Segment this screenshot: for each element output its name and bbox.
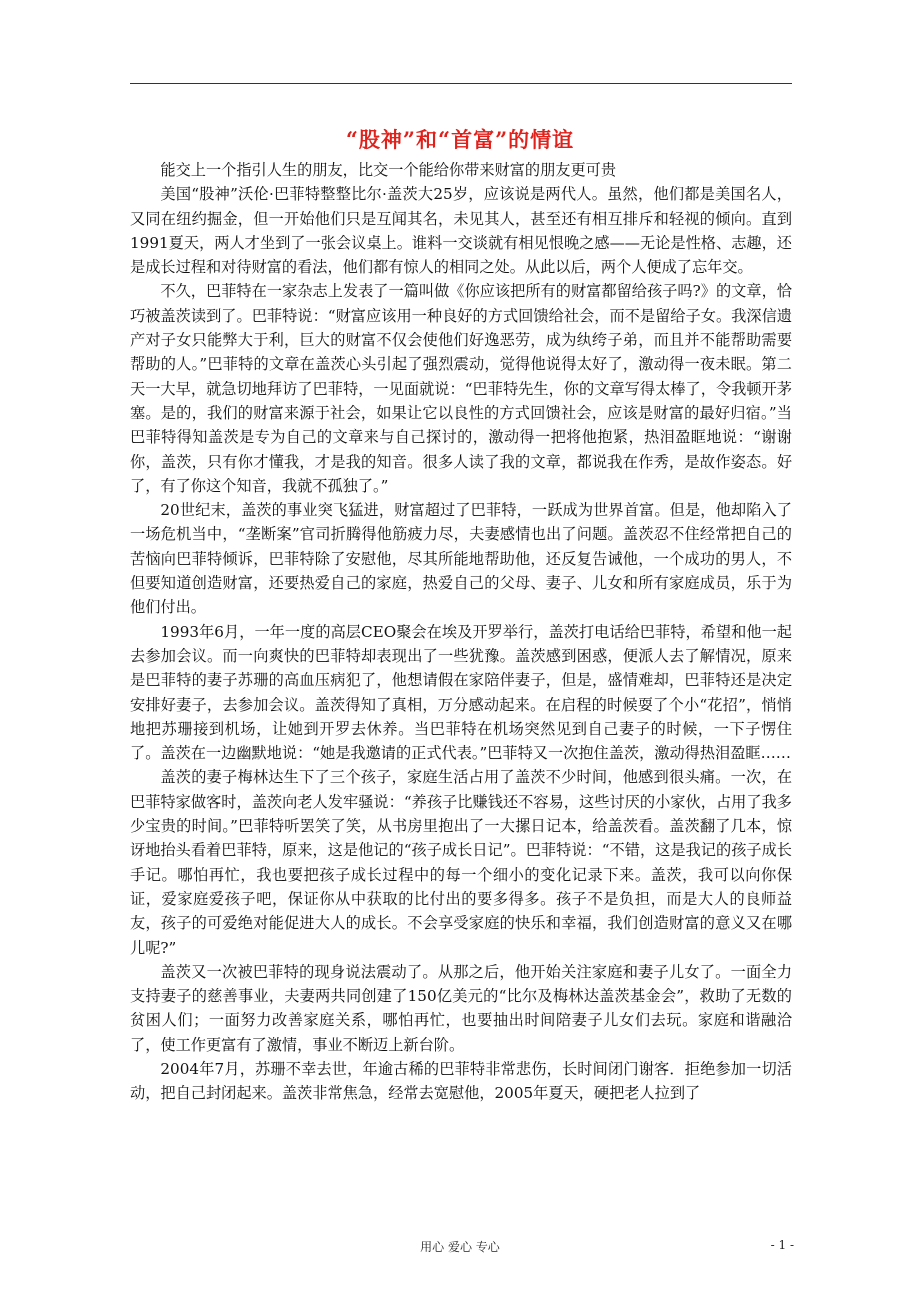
body-paragraph: 盖茨的妻子梅林达生下了三个孩子，家庭生活占用了盖茨不少时间，他感到很头痛。一次，在巴菲特家做客时，盖茨向老人发牢骚说：“养孩子比赚钱还不容易，这些讨厌的小家伙，占用了我多少宝贵的时间。”巴菲特听罢笑了笑，从书房里抱出了一大摞日记本，给盖茨看。盖茨翻了几本，惊讶地抬头看着巴菲特，原来，这是他记的“孩子成长日记”。巴菲特说：“不错，这是我记的孩子成长手记。哪怕再忙，我也要把孩子成长过程中的每一个细小的变化记录下来。盖茨，我可以向你保证，爱家庭爱孩子吧，保证你从中获取的比付出的要多得多。孩子不是负担，而是大人的良师益友，孩子的可爱绝对能促进大人的成长。不会享受家庭的快乐和幸福，我们创造财富的意义又在哪儿呢?”	[130, 768, 792, 957]
article-body	[130, 158, 792, 1106]
subtitle-paragraph: 能交上一个指引人生的朋友，比交一个能给你带来财富的朋友更可贵	[160, 161, 617, 179]
body-paragraph: 2004年7月，苏珊不幸去世，年逾古稀的巴菲特非常悲伤，长时间闭门谢客．拒绝参加一切活动，把自己封闭起来。盖茨非常焦急，经常去宽慰他，2005年夏天，硬把老人拉到了	[130, 1059, 792, 1103]
body-paragraph: 盖茨又一次被巴菲特的现身说法震动了。从那之后，他开始关注家庭和妻子儿女了。一面全力支持妻子的慈善事业，夫妻两共同创建了150亿美元的“比尔及梅林达盖茨基金会”，救助了无数的贫困人们；一面努力改善家庭关系，哪怕再忙，也要抽出时间陪妻子儿女们去玩。家庭和谐融洽了，使工作更富有了激情，事业不断迈上新台阶。	[130, 962, 792, 1054]
header-rule	[130, 83, 792, 84]
page-number: - 1 -	[770, 1238, 794, 1252]
footer-motto: 用心 爱心 专心	[420, 1240, 500, 1254]
body-paragraph: 1993年6月，一年一度的高层CEO聚会在埃及开罗举行，盖茨打电话给巴菲特，希望和他一起去参加会议。而一向爽快的巴菲特却表现出了一些犹豫。盖茨感到困惑，便派人去了解情况，原来是巴菲特的妻子苏珊的高血压病犯了，他想请假在家陪伴妻子，但是，盛情难却，巴菲特还是决定安排好妻子，去参加会议。盖茨得知了真相，万分感动起来。在启程的时候耍了个小“花招”，悄悄地把苏珊接到机场，让她到开罗去休养。当巴菲特在机场突然见到自己妻子的时候，一下子愣住了。盖茨在一边幽默地说：“她是我邀请的正式代表。”巴菲特又一次抱住盖茨，激动得热泪盈眶……	[130, 622, 792, 763]
body-paragraph: 不久，巴菲特在一家杂志上发表了一篇叫做《你应该把所有的财富都留给孩子吗?》的文章，恰巧被盖茨读到了。巴菲特说：“财富应该用一种良好的方式回馈给社会，而不是留给子女。我深信遗产对子女只能弊大于利，巨大的财富不仅会使他们好逸恶劳，成为纨绔子弟，而且并不能帮助需要帮助的人。”巴菲特的文章在盖茨心头引起了强烈震动，觉得他说得太好了，激动得一夜未眠。第二天一大早，就急切地拜访了巴菲特，一见面就说：“巴菲特先生，你的文章写得太棒了，令我顿开茅塞。是的，我们的财富来源于社会，如果让它以良性的方式回馈社会，应该是财富的最好归宿。”当巴菲特得知盖茨是专为自己的文章来与自己探讨的，激动得一把将他抱紧，热泪盈眶地说：“谢谢你，盖茨，只有你才懂我，才是我的知音。很多人读了我的文章，都说我在作秀，是故作姿态。好了，有了你这个知音，我就不孤独了。”	[130, 282, 792, 495]
body-paragraph: 20世纪末，盖茨的事业突飞猛进，财富超过了巴菲特，一跃成为世界首富。但是，他却陷入了一场危机当中，“垄断案”官司折腾得他筋疲力尽，夫妻感情也出了问题。盖茨忍不住经常把自己的苦恼向巴菲特倾诉，巴菲特除了安慰他，尽其所能地帮助他，还反复告诫他，一个成功的男人，不但要知道创造财富，还要热爱自己的家庭，热爱自己的父母、妻子、儿女和所有家庭成员，乐于为他们付出。	[130, 501, 792, 617]
article-title: “股神”和“首富”的情谊	[345, 127, 575, 152]
body-paragraph: 美国“股神”沃伦·巴菲特整整比尔·盖茨大25岁，应该说是两代人。虽然，他们都是美国名人，又同在纽约掘金，但一开始他们只是互闻其名，未见其人，甚至还有相互排斥和轻视的倾向。直到1991夏天，两人才坐到了一张会议桌上。谁料一交谈就有相见恨晚之感——无论是性格、志趣，还是成长过程和对待财富的看法，他们都有惊人的相同之处。从此以后，两个人便成了忘年交。	[130, 185, 792, 277]
